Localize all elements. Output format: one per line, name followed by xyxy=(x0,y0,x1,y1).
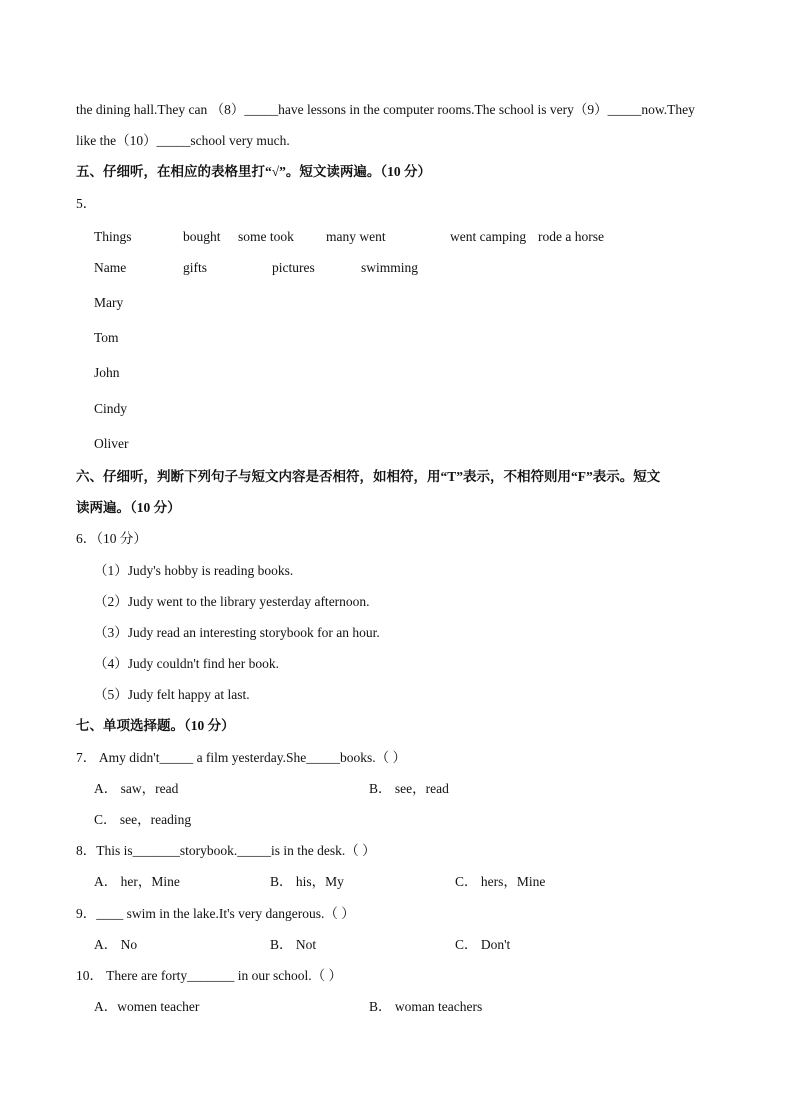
table-header-cell: many went xyxy=(326,229,386,244)
table-header-name: Name xyxy=(94,260,127,275)
table-header-cell: some took xyxy=(238,229,294,244)
table-header-cell: went camping xyxy=(450,229,527,244)
true-false-item: （2）Judy went to the library yesterday afternoon. xyxy=(94,594,370,609)
section5-heading: 五、仔细听，在相应的表格里打“√”。短文读两遍。（10 分） xyxy=(76,164,432,179)
section7-heading: 七、单项选择题。（10 分） xyxy=(76,718,235,733)
table-row-name: Cindy xyxy=(94,401,128,416)
option-c: C． hers，Mine xyxy=(455,874,546,889)
true-false-item: （5）Judy felt happy at last. xyxy=(94,687,250,702)
table-row-name: Mary xyxy=(94,295,124,310)
table-header-cell: bought xyxy=(183,229,221,244)
table-header-cell: swimming xyxy=(361,260,419,275)
option-a: A． No xyxy=(94,937,138,952)
question-8-stem: 8．This is_______storybook._____is in the desk.（ ） xyxy=(76,843,376,858)
question-9-stem: 9．____ swim in the lake.It's very dangerous.（ ） xyxy=(76,906,355,921)
table-header-things: Things xyxy=(94,229,132,244)
option-c: C． see，reading xyxy=(94,812,192,827)
option-c: C． Don't xyxy=(455,937,511,952)
table-row-name: John xyxy=(94,365,120,380)
question-7-stem: 7． Amy didn't_____ a film yesterday.She_____books.（ ） xyxy=(76,750,407,765)
option-b: B． his，My xyxy=(270,874,344,889)
true-false-item: （4）Judy couldn't find her book. xyxy=(94,656,280,671)
true-false-item: （3）Judy read an interesting storybook for an hour. xyxy=(94,625,380,640)
question-5-number: 5． xyxy=(76,196,97,211)
option-b: B． woman teachers xyxy=(369,999,483,1014)
true-false-item: （1）Judy's hobby is reading books. xyxy=(94,563,294,578)
table-header-cell: rode a horse xyxy=(538,229,604,244)
question-10-stem: 10． There are forty_______ in our school.（ ） xyxy=(76,968,342,983)
passage-line-1: the dining hall.They can （8）_____have lessons in the computer rooms.The school is very（9）_____now.They xyxy=(76,102,695,117)
option-a: A． saw，read xyxy=(94,781,179,796)
option-b: B． see，read xyxy=(369,781,449,796)
section6-heading-line-1: 六、仔细听，判断下列句子与短文内容是否相符，如相符，用“T”表示，不相符则用“F”表示。短文 xyxy=(76,469,661,484)
option-a: A．women teacher xyxy=(94,999,200,1014)
table-row-name: Oliver xyxy=(94,436,129,451)
table-header-cell: gifts xyxy=(183,260,208,275)
option-a: A． her，Mine xyxy=(94,874,180,889)
table-row-name: Tom xyxy=(94,330,119,345)
option-b: B． Not xyxy=(270,937,317,952)
passage-line-2: like the（10）_____school very much. xyxy=(76,133,290,148)
question-6-number: 6．（10 分） xyxy=(76,531,147,546)
table-header-cell: pictures xyxy=(272,260,315,275)
section6-heading-line-2: 读两遍。（10 分） xyxy=(76,500,181,515)
